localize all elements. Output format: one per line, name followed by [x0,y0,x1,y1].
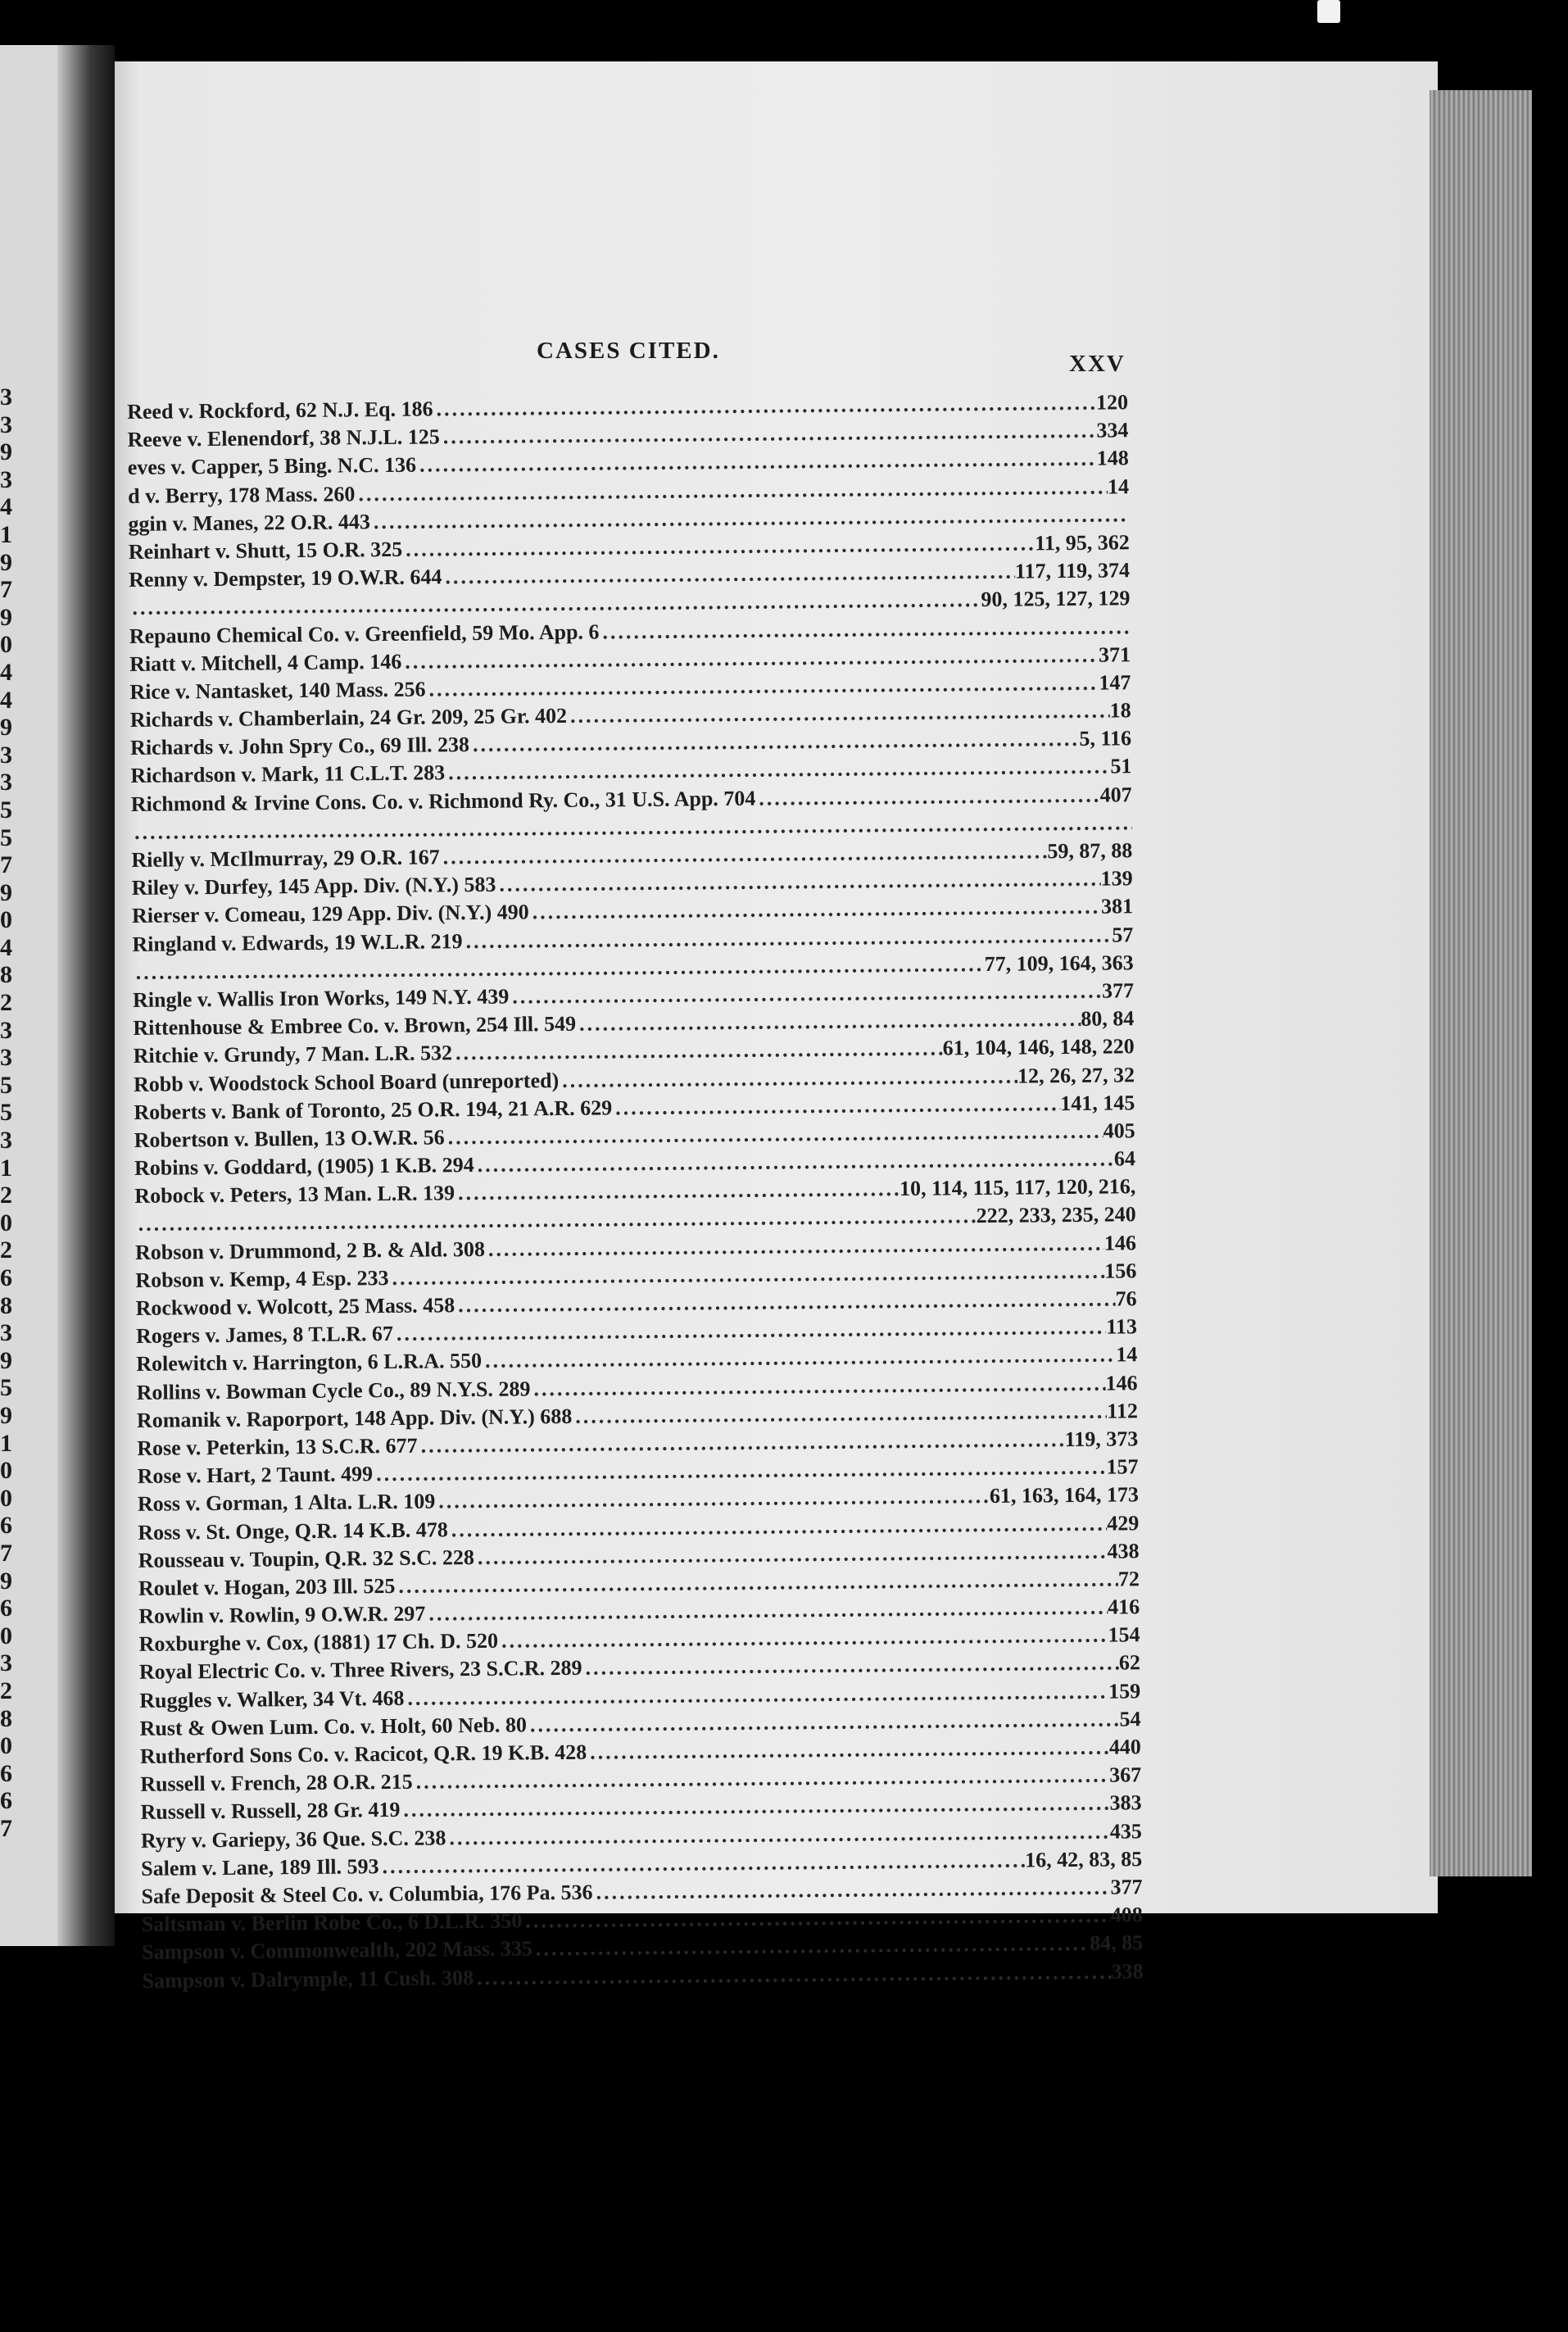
case-pages: 405 [1103,1118,1135,1143]
left-page-digit: 9 [0,878,12,906]
left-page-digit: 9 [0,1401,12,1429]
left-page-digit: 3 [0,769,12,796]
case-name: Safe Deposit & Steel Co. v. Columbia, 176 Pa. 536 [141,1880,593,1908]
left-page-digit: 5 [0,1071,12,1099]
case-name: Ruggles v. Walker, 34 Vt. 468 [139,1685,405,1713]
left-page-digit: 2 [0,1676,12,1704]
page-number: XXV [1069,351,1126,377]
left-page-digit: 6 [0,1264,12,1291]
left-page-digit: 0 [0,1732,12,1760]
case-name: Rolewitch v. Harrington, 6 L.R.A. 550 [136,1349,483,1377]
case-pages: 407 [1099,782,1132,807]
left-page-digit: 0 [0,906,12,934]
left-page-digit: 2 [0,1182,12,1209]
left-page-digit: 9 [0,603,12,631]
case-name: Reinhart v. Shutt, 15 O.R. 325 [128,537,403,564]
case-pages: 117, 119, 374 [1014,558,1131,583]
page-edge-stack [1430,90,1532,1876]
case-pages: 90, 125, 127, 129 [981,586,1131,612]
corner-mark [1317,0,1340,23]
left-page-digit: 2 [0,1236,12,1264]
case-list [127,388,1144,1994]
left-page-digit: 6 [0,1512,12,1540]
case-name: Rust & Owen Lum. Co. v. Holt, 60 Neb. 80 [139,1713,528,1740]
case-name: Rice v. Nantasket, 140 Mass. 256 [129,677,426,704]
page-header-title: CASES CITED. [537,338,720,364]
case-pages: 222, 233, 235, 240 [976,1202,1136,1228]
left-page-digit: 4 [0,686,12,714]
case-name: Riatt v. Mitchell, 4 Camp. 146 [129,649,402,676]
case-pages: 334 [1096,418,1129,442]
case-pages: 14 [1116,1342,1138,1367]
dot-leader [452,1035,943,1068]
case-pages: 61, 104, 146, 148, 220 [942,1034,1135,1060]
dot-leader [612,1090,1060,1122]
left-page-digit: 8 [0,961,12,989]
case-pages: 62 [1118,1650,1141,1675]
left-page-digit: 7 [0,1814,12,1842]
left-page-digit: 0 [0,631,12,659]
case-name: Rockwood v. Wolcott, 25 Mass. 458 [135,1293,455,1320]
case-name: Sampson v. Commonwealth, 202 Mass. 335 [142,1936,533,1965]
case-pages: 377 [1110,1875,1143,1899]
left-page-digit: 8 [0,1291,12,1319]
case-name: Riley v. Durfey, 145 App. Div. (N.Y.) 583 [131,872,496,901]
left-page-digit: 4 [0,933,12,961]
left-page-digit: 3 [0,383,12,411]
case-pages: 381 [1100,894,1134,919]
case-name: Robson v. Drummond, 2 B. & Ald. 308 [134,1236,486,1264]
case-pages: 119, 373 [1064,1427,1139,1452]
case-name: Roberts v. Bank of Toronto, 25 O.R. 194, 21 A.R. 629 [134,1096,613,1124]
case-pages: 338 [1111,1958,1144,1984]
case-pages: 377 [1101,978,1135,1003]
case-name: Rose v. Peterkin, 13 S.C.R. 677 [137,1433,418,1460]
case-name: Rogers v. James, 8 T.L.R. 67 [135,1322,394,1349]
left-page-digit: 6 [0,1595,12,1622]
left-page-digit: 3 [0,1016,12,1044]
left-page-digits [0,383,15,1842]
case-name: Ross v. Gorman, 1 Alta. L.R. 109 [137,1489,436,1517]
left-page-digit: 3 [0,1649,12,1677]
case-pages: 156 [1104,1259,1137,1283]
case-pages: 72 [1117,1567,1140,1591]
left-page-digit: 1 [0,1429,12,1457]
case-pages: 146 [1105,1370,1138,1395]
left-page-digit: 4 [0,493,12,521]
left-page-digit: 6 [0,1759,12,1787]
case-name: Royal Electric Co. v. Three Rivers, 23 S.C.R. 289 [138,1656,582,1685]
case-name: Robson v. Kemp, 4 Esp. 233 [135,1265,389,1292]
left-page-digit: 7 [0,1539,12,1567]
case-pages: 371 [1098,642,1131,667]
case-name: Richmond & Irvine Cons. Co. v. Richmond Ry. Co., 31 U.S. App. 704 [130,786,756,816]
dot-leader [559,1062,1017,1095]
case-name: Salem v. Lane, 189 Ill. 593 [141,1853,379,1881]
case-name: Reeve v. Elenendorf, 38 N.J.L. 125 [127,424,440,452]
case-name: Ryry v. Gariepy, 36 Que. S.C. 238 [140,1825,446,1853]
case-pages: 14 [1107,474,1130,499]
left-page-digit: 6 [0,1787,12,1815]
case-pages: 16, 42, 83, 85 [1025,1846,1143,1872]
left-page-digit: 5 [0,1374,12,1402]
dot-leader [755,781,1100,812]
case-pages: 120 [1095,390,1129,415]
case-pages: 80, 84 [1081,1006,1135,1031]
case-name: Ringle v. Wallis Iron Works, 149 N.Y. 439 [132,984,510,1012]
case-pages: 139 [1100,866,1133,891]
case-name: Richardson v. Mark, 11 C.L.T. 283 [130,760,446,788]
case-pages: 77, 109, 164, 363 [984,950,1134,976]
left-page-digit: 5 [0,1099,12,1127]
case-pages: 61, 163, 164, 173 [989,1482,1140,1509]
case-pages: 438 [1107,1538,1140,1563]
case-pages: 64 [1113,1146,1136,1171]
case-name: Renny v. Dempster, 19 O.W.R. 644 [128,565,442,592]
case-name: ggin v. Manes, 22 O.R. 443 [128,509,371,536]
case-name: Roxburghe v. Cox, (1881) 17 Ch. D. 520 [138,1628,499,1657]
case-name: Sampson v. Dalrymple, 11 Cush. 308 [142,1965,474,1993]
left-page-digit: 1 [0,1154,12,1182]
case-pages: 54 [1119,1707,1141,1731]
case-pages: 18 [1109,698,1131,723]
case-name: Rielly v. McIlmurray, 29 O.R. 167 [131,845,440,872]
case-name: Russell v. French, 28 O.R. 215 [140,1769,413,1797]
left-page-digit: 5 [0,796,12,823]
case-name: Richards v. John Spry Co., 69 Ill. 238 [129,733,470,760]
case-pages: 141, 145 [1060,1090,1135,1115]
left-page-digit: 3 [0,1127,12,1155]
case-name: Russell v. Russell, 28 Gr. 419 [140,1798,401,1825]
case-name: Romanik v. Raporport, 148 App. Div. (N.Y.) 688 [136,1404,573,1432]
left-page-digit: 3 [0,411,12,438]
case-name: Richards v. Chamberlain, 24 Gr. 209, 25 Gr. 402 [129,703,568,733]
left-page-digit: 2 [0,989,12,1017]
left-page-digit: 7 [0,851,12,879]
case-pages: 429 [1107,1510,1140,1536]
case-name: Rowlin v. Rowlin, 9 O.W.R. 297 [138,1601,426,1628]
case-name: Rose v. Hart, 2 Taunt. 499 [137,1462,374,1489]
left-page-digit: 0 [0,1457,12,1485]
case-pages: 113 [1106,1314,1138,1339]
left-page-digit: 1 [0,520,12,548]
left-page-digit: 3 [0,465,12,493]
case-pages: 416 [1108,1595,1140,1619]
case-pages: 147 [1099,670,1131,695]
case-pages: 367 [1109,1763,1142,1787]
case-pages: 11, 95, 362 [1035,530,1130,556]
case-name: Repauno Chemical Co. v. Greenfield, 59 Mo. App. 6 [129,619,600,648]
case-pages: 84, 85 [1090,1930,1144,1956]
case-name: Rousseau v. Toupin, Q.R. 32 S.C. 228 [138,1545,475,1572]
case-pages: 146 [1103,1230,1137,1255]
case-name: Ross v. St. Onge, Q.R. 14 K.B. 478 [138,1517,448,1545]
left-page-digit: 0 [0,1209,12,1236]
case-name: Ringland v. Edwards, 19 W.L.R. 219 [132,928,463,956]
left-page-digit: 8 [0,1704,12,1732]
case-pages: 408 [1110,1903,1143,1927]
case-name: Rutherford Sons Co. v. Racicot, Q.R. 19 K.B. 428 [139,1740,587,1768]
left-page-digit: 9 [0,548,12,576]
dot-leader [455,1175,900,1207]
case-name: Rollins v. Bowman Cycle Co., 89 N.Y.S. 289 [136,1376,531,1404]
left-page-digit: 0 [0,1484,12,1512]
left-page-digit: 9 [0,1567,12,1595]
case-name: d v. Berry, 178 Mass. 260 [128,481,356,508]
left-page-digit: 9 [0,714,12,742]
case-name: Robertson v. Bullen, 13 O.W.R. 56 [134,1125,445,1152]
case-pages: 12, 26, 27, 32 [1017,1062,1135,1088]
left-page-digit: 9 [0,438,12,466]
case-name: Robock v. Peters, 13 Man. L.R. 139 [134,1181,455,1209]
case-pages: 159 [1108,1678,1141,1704]
left-page-digit: 3 [0,1044,12,1072]
case-name: Rittenhouse & Embree Co. v. Brown, 254 Ill. 549 [133,1011,577,1041]
case-pages: 383 [1109,1790,1142,1815]
case-name: Reed v. Rockford, 62 N.J. Eq. 186 [127,397,433,424]
case-pages: 435 [1109,1818,1142,1844]
case-pages: 51 [1110,754,1132,778]
case-name: Robins v. Goddard, (1905) 1 K.B. 294 [134,1153,474,1181]
case-pages: 59, 87, 88 [1047,838,1133,864]
case-pages: 10, 114, 115, 117, 120, 216, [899,1174,1136,1201]
case-pages: 154 [1108,1622,1140,1647]
case-pages: 5, 116 [1079,726,1132,751]
case-name: Ritchie v. Grundy, 7 Man. L.R. 532 [133,1041,453,1068]
dot-leader [474,1958,1112,1992]
case-pages: 76 [1115,1286,1137,1311]
case-pages: 440 [1108,1735,1141,1759]
case-pages: 57 [1112,922,1134,947]
case-name: eves v. Capper, 5 Bing. N.C. 136 [127,452,417,480]
left-page-digit: 5 [0,823,12,851]
left-page-digit: 3 [0,1319,12,1347]
case-pages: 148 [1096,446,1129,471]
case-name: Robb v. Woodstock School Board (unreported) [133,1068,560,1096]
case-name: Saltsman v. Berlin Robe Co., 6 D.L.R. 350 [141,1908,523,1937]
left-page-digit: 7 [0,576,12,604]
case-pages: 112 [1107,1398,1139,1423]
case-name: Roulet v. Hogan, 203 Ill. 525 [138,1573,396,1600]
left-page-digit: 3 [0,741,12,769]
left-page-digit: 0 [0,1622,12,1649]
case-pages: 157 [1106,1454,1139,1479]
left-page-digit: 4 [0,658,12,686]
case-name: Rierser v. Comeau, 129 App. Div. (N.Y.) 490 [131,900,529,928]
left-page-digit: 9 [0,1346,12,1374]
